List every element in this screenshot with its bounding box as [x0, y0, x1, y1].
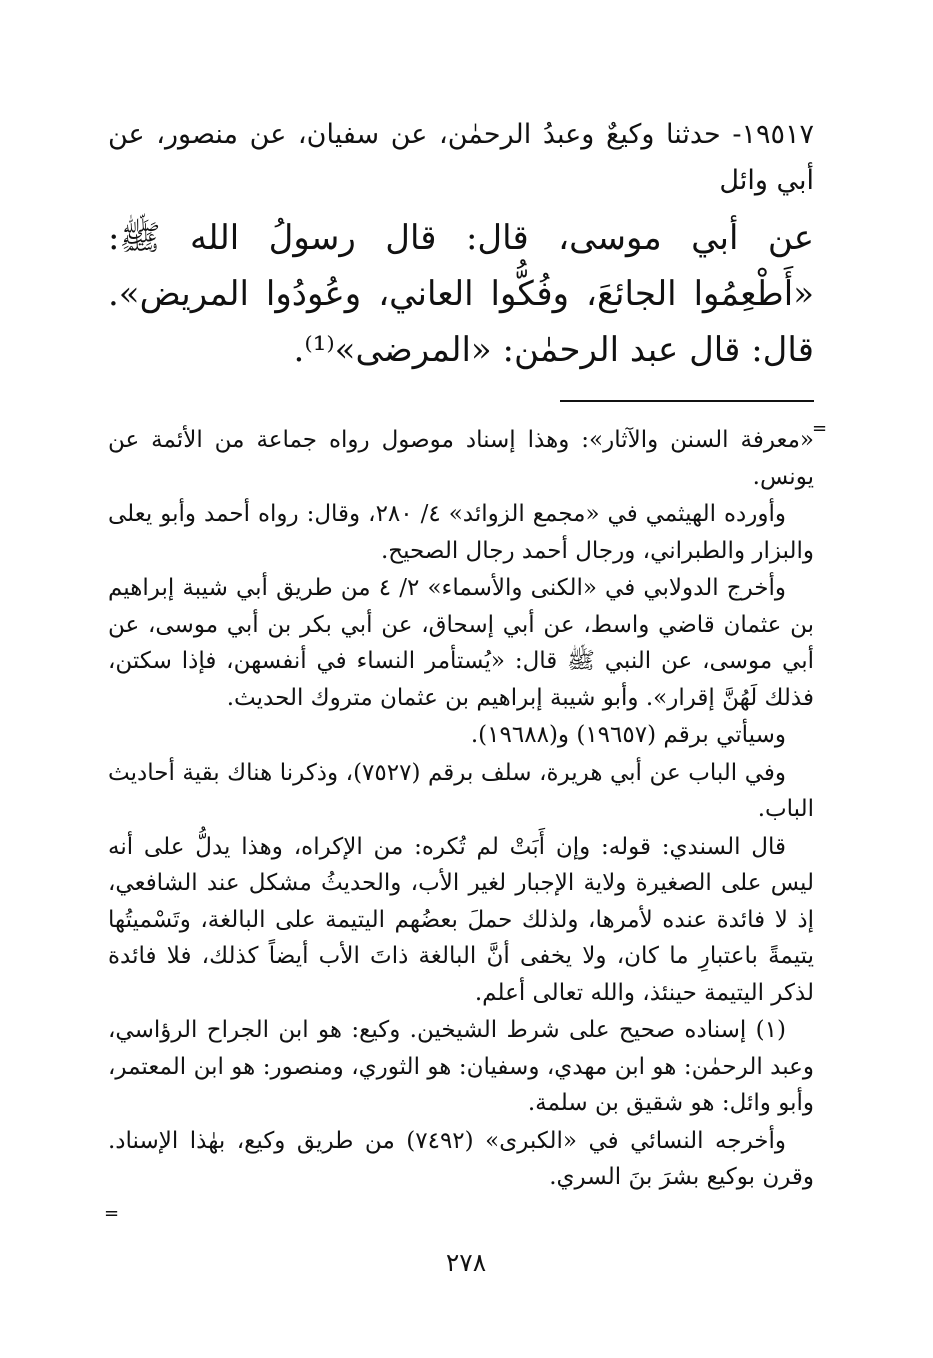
footnote-paragraph: وأورده الهيثمي في «مجمع الزوائد» ٤/ ٢٨٠، وقال: رواه أحمد وأبو يعلى والبزار والطبراني، ورجال أحمد رجال الصحيح. [108, 501, 814, 564]
footnote-paragraph: وسيأتي برقم (١٩٦٥٧) و(١٩٦٨٨). [470, 722, 786, 748]
footnote-paragraph: «معرفة السنن والآثار»: وهذا إسناد موصول رواه جماعة من الأئمة عن يونس. [108, 427, 814, 490]
footnote-paragraph: وأخرجه النسائي في «الكبرى» (٧٤٩٢) من طريق وكيع، بهٰذا الإسناد. وقرن بوكيع بشرَ بنَ السري. [108, 1127, 814, 1190]
continuation-mark-top: = [812, 418, 828, 439]
page-body [108, 112, 814, 1197]
footnote-separator [560, 400, 814, 402]
continuation-mark-bottom: = [104, 1203, 120, 1224]
footnote-paragraph: (١) إسناده صحيح على شرط الشيخين. وكيع: هو ابن الجراح الرؤاسي، وعبد الرحمٰن: هو ابن مهدي، وسفيان: هو الثوري، ومنصور: هو ابن المعتمر، وأبو وائل: هو شقيق بن سلمة. [108, 1017, 814, 1116]
hadith-matn: عن أبي موسى، قال: قال رسولُ الله ﷺ: «أَطْعِمُوا الجائعَ، وفُكُّوا العاني، وعُودُوا المريض». قال: قال عبد الرحمٰن: «المرضى»⁽¹⁾. [108, 218, 814, 370]
page-number: ٢٧٨ [445, 1248, 487, 1277]
footnote-paragraph: وأخرج الدولابي في «الكنى والأسماء» ٢/ ٤ من طريق أبي شيبة إبراهيم بن عثمان قاضي واسط، عن أبي إسحاق، عن أبي بكر بن أبي موسى، عن أبي موسى، عن النبي ﷺ قال: «يُستأمر النساء في أنفسهن، فإذا سكتن، فذلك لَهُنَّ إقرار». وأبو شيبة إبراهيم بن عثمان متروك الحديث. [108, 575, 814, 711]
hadith-isnad: ١٩٥١٧- حدثنا وكيعٌ وعبدُ الرحمٰن، عن سفيان، عن منصور، عن أبي وائل [108, 119, 814, 196]
footnote-paragraph: وفي الباب عن أبي هريرة، سلف برقم (٧٥٢٧)، وذكرنا هناك بقية أحاديث الباب. [108, 759, 814, 822]
footnotes [108, 422, 814, 1196]
footnote-paragraph: قال السندي: قوله: وإن أَبَتْ لم تُكره: من الإكراه، وهذا يدلُّ على أنه ليس على الصغيرة ولاية الإجبار لغير الأب، والحديثُ مشكل عند الشافعي، إذ لا فائدة عنده لأمرها، ولذلك حملَ بعضُهم اليتيمة على البالغة، وتَسْميتُها يتيمةً باعتبارِ ما كان، ولا يخفى أنَّ البالغة ذاتَ الأب أيضاً كذلك، فلا فائدة لذكر اليتيمة حينئذ، والله تعالى أعلم. [108, 833, 814, 1006]
